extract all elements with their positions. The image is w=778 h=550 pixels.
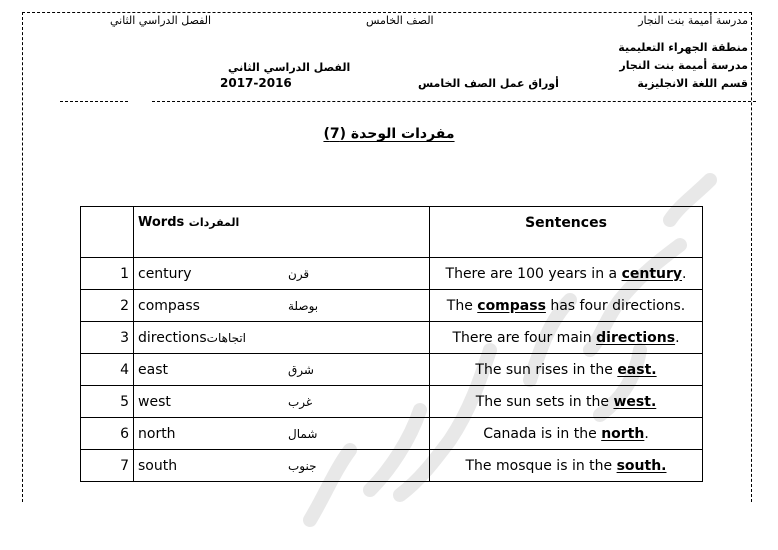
separator-right xyxy=(152,101,756,102)
table-row xyxy=(81,386,703,418)
row-number: 2 xyxy=(81,290,134,322)
word-english: north xyxy=(138,425,176,442)
word-arabic: غرب xyxy=(288,394,313,409)
table-row xyxy=(81,354,703,386)
sentence-keyword: south. xyxy=(616,457,667,474)
school-name-top: مدرسة أميمة بنت النجار xyxy=(638,14,748,27)
row-number: 1 xyxy=(81,258,134,290)
word-english: directions xyxy=(138,329,207,346)
word-cell xyxy=(134,450,430,482)
table-row xyxy=(81,418,703,450)
sentence-before: Canada is in the xyxy=(483,425,602,442)
sentence-before: The xyxy=(446,297,478,314)
school-name: مدرسة أميمة بنت النجار xyxy=(619,59,748,72)
word-cell xyxy=(134,354,430,386)
sentence-after: has four directions. xyxy=(545,297,686,314)
english-department: قسم اللغة الانجليزية xyxy=(637,77,748,90)
sentence-cell xyxy=(430,290,703,322)
sentence-cell xyxy=(430,322,703,354)
sentence-keyword: east. xyxy=(617,361,657,378)
table-row xyxy=(81,322,703,354)
word-arabic: بوصلة xyxy=(288,298,319,313)
grade-top: الصف الخامس xyxy=(366,14,434,27)
row-number: 6 xyxy=(81,418,134,450)
word-english: east xyxy=(138,361,168,378)
sentence-after: . xyxy=(675,329,680,346)
header-number xyxy=(81,207,134,258)
table-header-row xyxy=(81,207,703,258)
word-cell xyxy=(134,418,430,450)
sentence-cell xyxy=(430,354,703,386)
header-words-ar: المفردات xyxy=(188,216,240,229)
word-arabic: قرن xyxy=(288,266,310,281)
semester-label: الفصل الدراسي الثاني xyxy=(228,61,351,74)
row-number: 7 xyxy=(81,450,134,482)
sentence-cell xyxy=(430,386,703,418)
table-row xyxy=(81,290,703,322)
header-sentences: Sentences xyxy=(430,207,703,258)
vocabulary-table xyxy=(80,206,703,482)
sentence-keyword: century xyxy=(621,265,683,282)
word-cell xyxy=(134,258,430,290)
table-row xyxy=(81,450,703,482)
sentence-before: There are 100 years in a xyxy=(445,265,622,282)
sentence-keyword: compass xyxy=(477,297,546,314)
word-english: west xyxy=(138,393,171,410)
sentence-keyword: directions xyxy=(596,329,676,346)
worksheets-title: أوراق عمل الصف الخامس xyxy=(418,77,559,90)
header-words xyxy=(134,207,430,258)
row-number: 5 xyxy=(81,386,134,418)
unit-title: مفردات الوحدة (7) xyxy=(323,126,455,142)
sentence-keyword: west. xyxy=(613,393,657,410)
word-english: century xyxy=(138,265,192,282)
word-arabic: جنوب xyxy=(288,458,317,473)
sentence-before: The sun rises in the xyxy=(475,361,618,378)
sentence-before: The sun sets in the xyxy=(475,393,614,410)
school-year: 2017-2016 xyxy=(220,76,292,90)
sentence-cell xyxy=(430,418,703,450)
row-number: 3 xyxy=(81,322,134,354)
sentence-cell xyxy=(430,258,703,290)
word-cell xyxy=(134,322,430,354)
word-english: south xyxy=(138,457,178,474)
sentence-cell xyxy=(430,450,703,482)
word-cell xyxy=(134,290,430,322)
sentence-after: . xyxy=(682,265,687,282)
header-words-en: Words xyxy=(138,215,185,230)
word-arabic: اتجاهات xyxy=(206,330,247,345)
word-arabic: شمال xyxy=(288,426,318,441)
sentence-after: . xyxy=(644,425,649,442)
sentence-keyword: north xyxy=(601,425,645,442)
word-arabic: شرق xyxy=(288,362,314,377)
sentence-before: The mosque is in the xyxy=(465,457,617,474)
word-cell xyxy=(134,386,430,418)
semester-top: الفصل الدراسي الثاني xyxy=(110,14,212,27)
table-row xyxy=(81,258,703,290)
separator-left xyxy=(60,101,128,102)
row-number: 4 xyxy=(81,354,134,386)
sentence-before: There are four main xyxy=(452,329,597,346)
word-english: compass xyxy=(138,297,200,314)
education-zone: منطقة الجهراء التعليمية xyxy=(618,41,748,54)
